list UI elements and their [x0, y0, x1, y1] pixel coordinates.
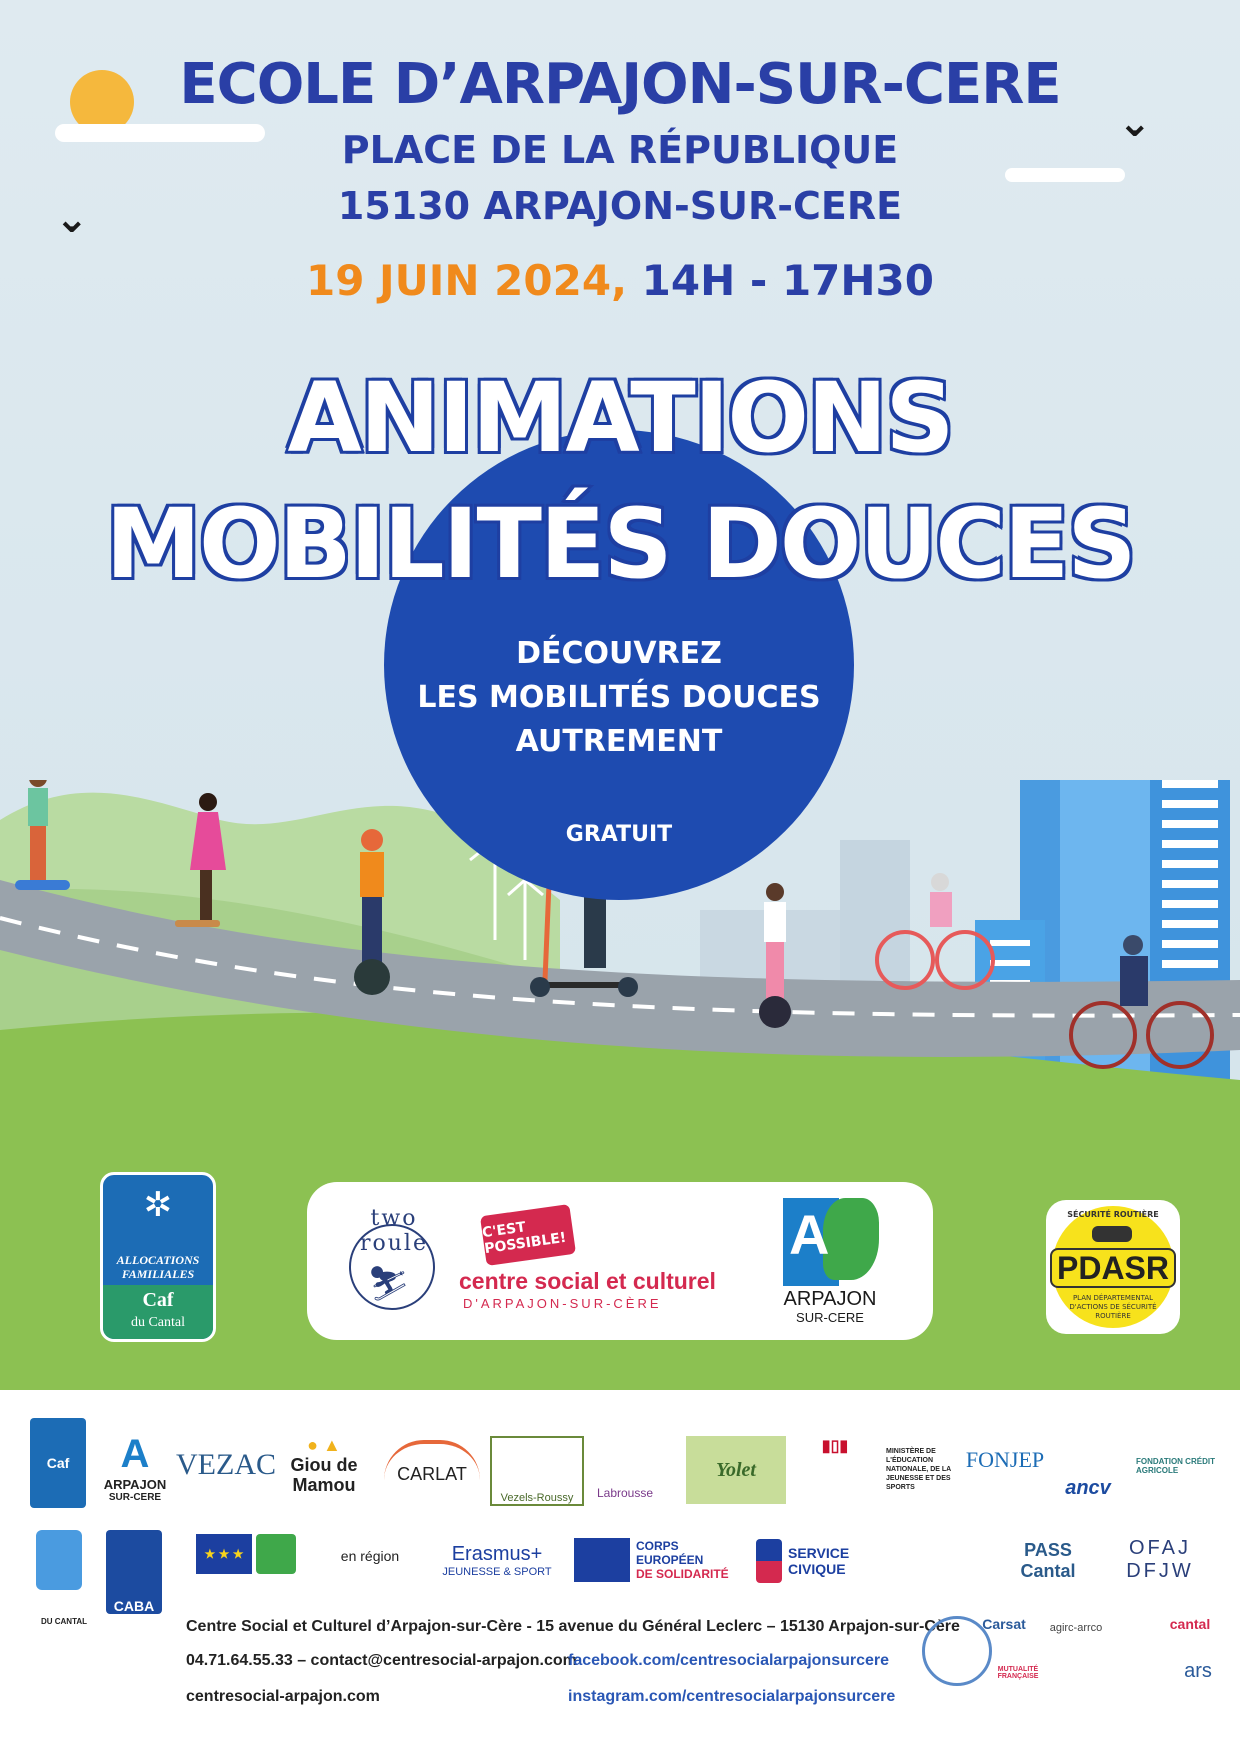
footer-arpajon-logo — [96, 1426, 174, 1508]
corps-line-3: DE SOLIDARITÉ — [636, 1567, 729, 1581]
city-address: 15130 ARPAJON-SUR-CERE — [337, 184, 903, 228]
giou-logo — [284, 1430, 364, 1500]
du-cantal-text: DU CANTAL — [40, 1616, 88, 1626]
carsat-text: Carsat — [982, 1616, 1026, 1632]
yolet-text: Yolet — [716, 1458, 756, 1481]
ars-logo — [1176, 1656, 1220, 1686]
website-link[interactable]: centresocial-arpajon.com — [186, 1688, 380, 1705]
labrousse-text: Labrousse — [596, 1486, 654, 1500]
ministere-logo — [886, 1434, 964, 1504]
partners-box — [307, 1182, 933, 1340]
erasmus-text: Erasmus+ — [451, 1542, 543, 1565]
mutualite-logo — [990, 1658, 1046, 1688]
scooter-icon: ⛷ — [367, 1264, 411, 1304]
erasmus-sub: JEUNESSE & SPORT — [442, 1565, 552, 1578]
marianne-icon: ▮▯▮ — [821, 1438, 849, 1455]
ars-text: ars — [1184, 1659, 1212, 1682]
giou-line-1: Giou de — [290, 1455, 358, 1475]
facebook-link[interactable]: facebook.com/centresocialarpajonsurcere — [568, 1652, 890, 1669]
event-datetime — [0, 256, 1240, 305]
two-roule-logo — [335, 1202, 453, 1320]
arpajon-sub: SUR-CERE — [796, 1310, 864, 1325]
region-text: en région — [340, 1548, 400, 1564]
cantal-text: cantal — [1169, 1616, 1211, 1632]
bird-icon: ⌄ — [55, 196, 89, 242]
agirc-logo — [1044, 1616, 1108, 1640]
caf-logo — [100, 1172, 216, 1342]
footer-address: Centre Social et Culturel d’Arpajon-sur-Cère - 15 avenue du Général Leclerc – 15130 Arpajon-sur-Cère — [186, 1618, 960, 1635]
footer-arpajon-a-icon: A — [120, 1431, 150, 1476]
fonjep-logo — [966, 1440, 1044, 1480]
vezels-logo — [490, 1436, 584, 1506]
labrousse-logo — [590, 1440, 660, 1500]
yolet-logo — [686, 1436, 786, 1504]
school-name: ECOLE D’ARPAJON-SUR-CERE — [179, 52, 1061, 117]
ofaj-logo — [1120, 1530, 1200, 1590]
vezac-logo — [178, 1440, 274, 1490]
ministere-text: MINISTÈRE DE L'ÉDUCATION NATIONALE, DE LA JEUNESSE ET DES SPORTS — [886, 1447, 951, 1491]
caf-line-3: Caf — [142, 1289, 174, 1311]
vezels-text: Vezels-Roussy — [500, 1492, 574, 1504]
carlat-logo — [384, 1440, 480, 1504]
fondation-text: FONDATION CRÉDIT AGRICOLE — [1136, 1457, 1215, 1475]
corps-line-1: CORPS — [636, 1539, 679, 1553]
street-address: PLACE DE LA RÉPUBLIQUE — [341, 128, 899, 172]
caf-line-4: du Cantal — [130, 1315, 186, 1330]
two-roule-text: two roule — [360, 1206, 428, 1256]
footer-arpajon-sub: SUR-CERE — [108, 1491, 162, 1503]
fonjep-text: FONJEP — [965, 1447, 1045, 1472]
bird-icon: ⌄ — [1118, 100, 1152, 146]
eu-flag-logo: ★ ★ ★ — [196, 1534, 252, 1574]
footer-arpajon-text: ARPAJON — [103, 1476, 167, 1492]
pdasr-logo — [1046, 1200, 1180, 1334]
pass-cantal-text: PASS Cantal — [1020, 1540, 1076, 1581]
ancv-text: ancv — [1065, 1477, 1111, 1499]
pass-cantal-logo — [1000, 1536, 1096, 1586]
du-cantal-logo — [34, 1606, 94, 1636]
caf-people-icon: ✲ — [143, 1185, 173, 1225]
caf-line-2: FAMILIALES — [121, 1267, 195, 1281]
car-icon — [1092, 1226, 1132, 1242]
event-time: 14H - 17H30 — [627, 256, 934, 305]
event-date: 19 JUIN 2024, — [305, 256, 628, 305]
arpajon-name: ARPAJON — [783, 1288, 877, 1310]
title-line-2: MOBILITÉS DOUCES — [105, 488, 1135, 600]
corps-line-2: EUROPÉEN — [636, 1553, 704, 1567]
centre-social-sub: D'ARPAJON-SUR-CÈRE — [463, 1296, 662, 1311]
service-civique-logo — [756, 1536, 862, 1586]
footer-caf-logo — [30, 1418, 86, 1508]
carsat-logo — [974, 1612, 1034, 1636]
circle-line-1: DÉCOUVREZ — [516, 636, 722, 671]
footer — [0, 1390, 1240, 1754]
giou-shapes-icon: ● ▲ — [307, 1435, 341, 1455]
caba-logo — [106, 1530, 162, 1614]
fondation-ca-logo — [1136, 1446, 1226, 1486]
agirc-text: agirc-arrco — [1049, 1622, 1103, 1634]
centre-social-name: centre social et culturel — [459, 1268, 716, 1294]
price-badge: GRATUIT — [565, 822, 673, 847]
corps-europeen-logo — [574, 1532, 734, 1588]
circle-line-3: AUTREMENT — [515, 724, 723, 759]
circle-line-2: LES MOBILITÉS DOUCES — [417, 680, 821, 715]
centre-social-small-logo — [36, 1530, 82, 1590]
pdasr-text: PDASR — [1050, 1248, 1176, 1288]
service-line-1: SERVICE — [788, 1545, 850, 1561]
mutualite-text: MUTUALITÉ FRANÇAISE — [997, 1666, 1039, 1680]
footer-phone-mail[interactable]: 04.71.64.55.33 – contact@centresocial-arpajon.com — [186, 1652, 577, 1669]
ancv-logo — [1050, 1440, 1126, 1500]
cantal-logo — [1160, 1612, 1220, 1636]
arpajon-logo — [777, 1196, 887, 1332]
ofaj-text: OFAJ — [1128, 1537, 1191, 1559]
region-logo — [320, 1536, 420, 1576]
arpajon-a-icon: A — [789, 1203, 830, 1266]
erasmus-logo — [432, 1532, 562, 1588]
service-line-2: CIVIQUE — [788, 1561, 846, 1577]
pdasr-sub: PLAN DÉPARTEMENTAL D'ACTIONS DE SÉCURITÉ ROUTIÈRE — [1069, 1294, 1157, 1320]
prefet-logo — [800, 1436, 870, 1502]
cest-possible-text: C'EST POSSIBLE! — [481, 1219, 568, 1258]
caf-line-1: ALLOCATIONS — [116, 1253, 200, 1267]
cest-possible-logo — [480, 1204, 576, 1266]
vezac-text: VEZAC — [176, 1448, 276, 1481]
footer-caf-text: Caf — [46, 1455, 70, 1471]
giou-line-2: Mamou — [292, 1475, 356, 1495]
instagram-link[interactable]: instagram.com/centresocialarpajonsurcere — [568, 1688, 896, 1705]
leader-logo — [256, 1534, 296, 1574]
carlat-text: CARLAT — [397, 1463, 467, 1484]
dfjw-text: DFJW — [1126, 1560, 1194, 1582]
title-line-1: ANIMATIONS — [287, 362, 953, 474]
caba-text: CABA — [113, 1598, 155, 1614]
pdasr-top: SÉCURITÉ ROUTIÈRE — [1067, 1210, 1159, 1219]
